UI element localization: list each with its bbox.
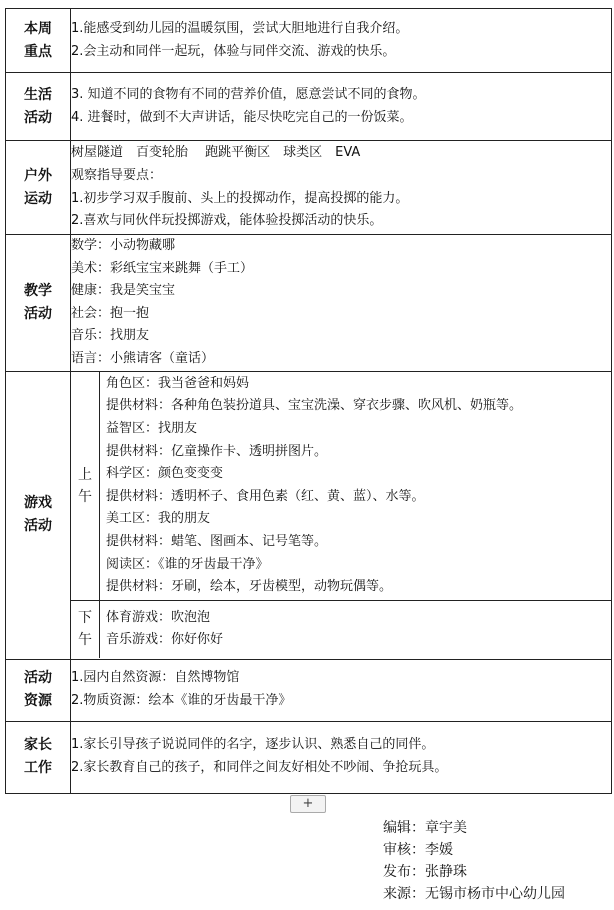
heading-line: 活动 xyxy=(24,670,52,687)
heading-line: 家长 xyxy=(24,737,52,754)
content-line: 2.会主动和同伴一起玩，体验与同伴交流、游戏的快乐。 xyxy=(71,43,396,59)
credit-reviewer: 审核：李媛 xyxy=(383,842,453,858)
content-line: 提供材料：亿童操作卡、透明拼图片。 xyxy=(106,443,328,459)
heading-line: 运动 xyxy=(24,190,52,207)
heading-line: 教学 xyxy=(24,282,52,299)
games-subtable xyxy=(71,372,611,658)
content-parents xyxy=(71,721,612,793)
add-row-button[interactable]: + xyxy=(290,795,326,813)
sub-label-line: 午 xyxy=(78,488,92,505)
row-life xyxy=(6,73,612,141)
content-line: 4. 进餐时，做到不大声讲话，能尽快吃完自己的一份饭菜。 xyxy=(71,109,413,125)
heading-line: 本周 xyxy=(24,20,52,37)
content-resources xyxy=(71,659,612,721)
content-line: 树屋隧道 百变轮胎 跑跳平衡区 球类区 EVA xyxy=(71,145,361,161)
heading-outdoor xyxy=(6,141,71,235)
row-morning xyxy=(71,372,611,600)
content-line: 健康：我是笑宝宝 xyxy=(71,283,176,299)
content-life xyxy=(71,73,612,141)
sub-label-line: 上 xyxy=(78,466,92,483)
content-line: 科学区：颜色变变变 xyxy=(106,466,224,482)
content-line: 阅读区：《谁的牙齿最干净》 xyxy=(106,556,269,572)
heading-teaching xyxy=(6,235,71,372)
credit-source: 来源：无锡市杨市中心幼儿园 xyxy=(383,886,565,902)
credits-block xyxy=(383,817,565,905)
content-focus xyxy=(71,9,612,73)
heading-line: 游戏 xyxy=(24,495,52,512)
content-afternoon xyxy=(100,600,612,658)
content-line: 提供材料：各种角色装扮道具、宝宝洗澡、穿衣步骤、吹风机、奶瓶等。 xyxy=(106,398,523,414)
content-line: 美术：彩纸宝宝来跳舞（手工） xyxy=(71,260,254,276)
label-afternoon xyxy=(71,600,100,658)
heading-focus xyxy=(6,9,71,73)
row-teaching xyxy=(6,235,612,372)
content-outdoor xyxy=(71,141,612,235)
content-line: 1.园内自然资源：自然博物馆 xyxy=(71,670,240,686)
content-line: 1.初步学习双手腹前、头上的投掷动作，提高投掷的能力。 xyxy=(71,190,409,206)
content-line: 提供材料：蜡笔、图画本、记号笔等。 xyxy=(106,534,328,549)
content-line: 2.物质资源：绘本《谁的牙齿最干净》 xyxy=(71,693,292,709)
heading-line: 工作 xyxy=(24,760,52,777)
content-line: 社会：抱一抱 xyxy=(71,305,150,321)
heading-line: 重点 xyxy=(24,43,52,60)
content-line: 数学：小动物藏哪 xyxy=(71,238,176,253)
row-games xyxy=(6,371,612,659)
heading-parents xyxy=(6,721,71,793)
content-line: 体育游戏：吹泡泡 xyxy=(106,609,211,625)
content-line: 音乐游戏：你好你好 xyxy=(106,632,224,648)
content-line: 益智区：找朋友 xyxy=(106,421,198,437)
content-line: 角色区：我当爸爸和妈妈 xyxy=(106,375,250,391)
content-line: 1.能感受到幼儿园的温暖氛围，尝试大胆地进行自我介绍。 xyxy=(71,20,409,36)
heading-line: 活动 xyxy=(24,518,52,535)
content-line: 提供材料：透明杯子、食用色素（红、黄、蓝）、水等。 xyxy=(106,488,425,504)
heading-line: 生活 xyxy=(24,86,52,103)
content-line: 美工区：我的朋友 xyxy=(106,511,211,527)
credit-publisher: 发布：张静珠 xyxy=(383,864,467,880)
label-morning xyxy=(71,372,100,600)
heading-line: 活动 xyxy=(24,305,52,322)
heading-resources xyxy=(6,659,71,721)
content-games xyxy=(71,371,612,659)
content-line: 提供材料：牙刷，绘本，牙齿模型，动物玩偶等。 xyxy=(106,579,393,595)
row-resources xyxy=(6,659,612,721)
content-morning xyxy=(100,372,612,600)
credit-editor: 编辑：章宇美 xyxy=(383,820,467,836)
row-focus xyxy=(6,9,612,73)
heading-life xyxy=(6,73,71,141)
weekly-plan-table xyxy=(5,8,612,794)
sub-label-line: 下 xyxy=(78,610,92,627)
content-line: 2.喜欢与同伙伴玩投掷游戏，能体验投掷活动的快乐。 xyxy=(71,213,383,229)
heading-line: 户外 xyxy=(24,167,52,184)
heading-line: 活动 xyxy=(24,109,52,126)
content-line: 1.家长引导孩子说说同伴的名字，逐步认识、熟悉自己的同伴。 xyxy=(71,737,435,753)
heading-games xyxy=(6,371,71,659)
sub-label-line: 午 xyxy=(78,632,92,649)
row-parents xyxy=(6,721,612,793)
content-teaching xyxy=(71,235,612,372)
row-outdoor xyxy=(6,141,612,235)
content-line: 3. 知道不同的食物有不同的营养价值，愿意尝试不同的食物。 xyxy=(71,86,426,102)
content-line: 2.家长教育自己的孩子，和同伴之间友好相处不吵闹、争抢玩具。 xyxy=(71,760,448,776)
heading-line: 资源 xyxy=(24,693,52,710)
content-line: 观察指导要点： xyxy=(71,167,163,183)
content-line: 音乐：找朋友 xyxy=(71,328,150,344)
row-afternoon xyxy=(71,600,611,658)
content-line: 语言：小熊请客（童话） xyxy=(71,350,215,366)
